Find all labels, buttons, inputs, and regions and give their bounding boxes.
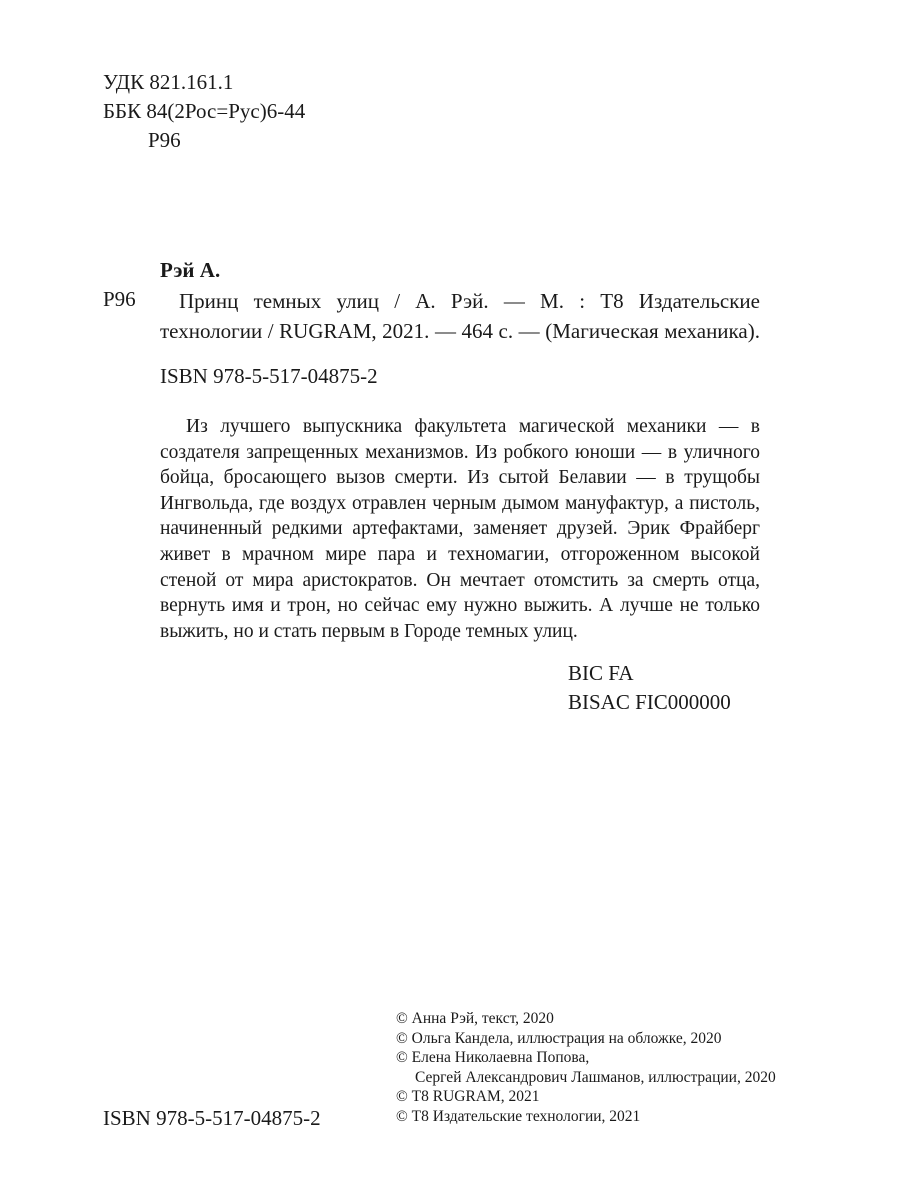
- bbk-code: ББК 84(2Рос=Рус)6-44: [103, 99, 306, 123]
- udk-code: УДК 821.161.1: [103, 70, 234, 94]
- copyright-line: © Т8 RUGRAM, 2021: [396, 1088, 540, 1105]
- bisac-code: BISAC FIC000000: [568, 690, 731, 714]
- cutter-code: Р96: [148, 128, 181, 152]
- annotation: [160, 414, 760, 644]
- isbn-record: ISBN 978-5-517-04875-2: [160, 364, 378, 388]
- copyright-line: © Елена Николаевна Попова,: [396, 1049, 590, 1066]
- bibliographic-description: [160, 286, 760, 346]
- subject-codes: [568, 659, 731, 717]
- copyright-block: [396, 1009, 776, 1126]
- bibliographic-text: Принц темных улиц / А. Рэй. — М. : Т8 Издательские технологии / RUGRAM, 2021. — 464 с. — (Магическая механика).: [160, 289, 760, 343]
- record-cutter-code: Р96: [103, 287, 136, 311]
- annotation-text: Из лучшего выпускника факультета магической механики — в создателя запрещенных механизмов. Из робкого юноши — в уличного бойца, бросающего вызов смерти. Из сытой Белавии — в трущобы Ингвольда, где воздух отравлен черным дымом мануфактур, а пистоль, начиненный редкими артефактами, заменяет друзей. Эрик Фрайберг живет в мрачном мире пара и техномагии, отгороженном высокой стеной от мира аристократов. Он мечтает отомстить за смерть отца, вернуть имя и трон, но сейчас ему нужно выжить. А лучше не только выжить, но и стать первым в Городе темных улиц.: [160, 416, 760, 642]
- bic-code: BIC FA: [568, 661, 634, 685]
- footer-isbn: ISBN 978-5-517-04875-2: [103, 1106, 321, 1130]
- copyright-line: Сергей Александрович Лашманов, иллюстрации, 2020: [415, 1068, 776, 1086]
- author-heading: Рэй А.: [160, 258, 221, 282]
- copyright-line: © Т8 Издательские технологии, 2021: [396, 1107, 641, 1125]
- copyright-line: © Анна Рэй, текст, 2020: [396, 1010, 554, 1027]
- classification-block: [103, 68, 305, 155]
- copyright-line: © Ольга Кандела, иллюстрация на обложке, 2020: [396, 1029, 722, 1047]
